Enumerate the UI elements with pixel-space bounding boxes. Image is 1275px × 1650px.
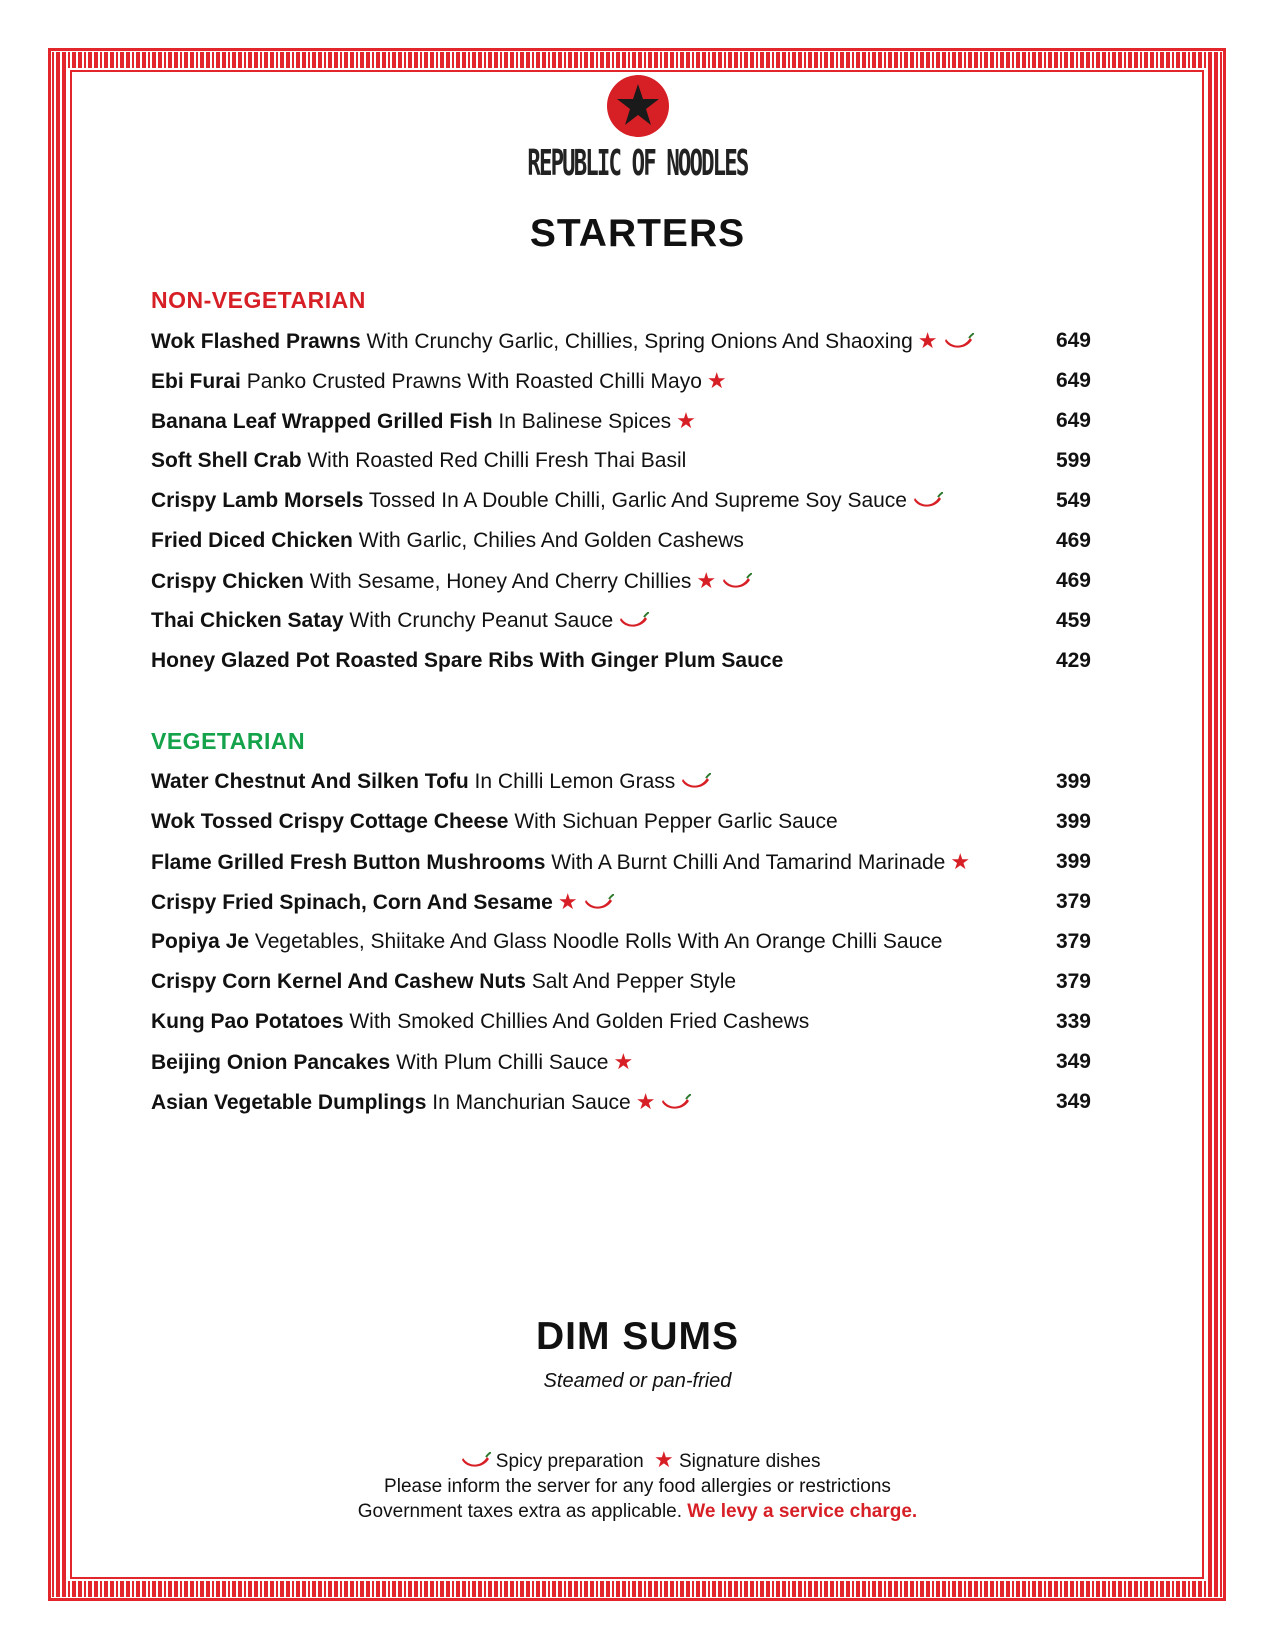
dish-name: Thai Chicken Satay [151,609,344,632]
star-icon: ★ [676,408,696,433]
menu-item [151,847,1091,887]
menu-item [151,927,1091,967]
dish-description: In Manchurian Sauce [426,1091,631,1114]
dish-description: With Plum Chilli Sauce [390,1051,609,1074]
menu-item [151,446,1091,486]
chilli-icon [584,894,614,910]
legend-spicy-label: Spicy preparation [495,1451,644,1472]
dish-name: Crispy Lamb Morsels [151,489,364,512]
dish-description: With A Burnt Chilli And Tamarind Marinade [545,851,946,874]
dish-price: 549 [1055,489,1091,512]
dish-price: 349 [1055,1090,1091,1113]
star-icon: ★ [613,1049,634,1074]
subhead-non-vegetarian: NON-VEGETARIAN [151,287,366,313]
dish-price: 379 [1055,970,1091,993]
dish-price: 649 [1055,369,1091,392]
menu-item [151,1047,1091,1087]
star-icon: ★ [950,849,971,874]
dish-price: 469 [1055,569,1091,592]
dish-price: 429 [1055,649,1091,672]
dish-name: Wok Tossed Crispy Cottage Cheese [151,810,509,833]
dish-description: Vegetables, Shiitake And Glass Noodle Rolls With An Orange Chilli Sauce [249,930,943,953]
dish-name: Water Chestnut And Silken Tofu [151,770,469,793]
dish-price: 599 [1055,449,1091,472]
dish-description: With Garlic, Chilies And Golden Cashews [352,529,744,552]
dish-name: Crispy Chicken [151,570,304,593]
dish-price: 379 [1055,930,1091,953]
dish-name: Asian Vegetable Dumplings [151,1091,427,1114]
menu-item [151,366,1091,406]
chilli-icon [944,333,974,349]
menu-item [151,486,1091,526]
service-charge-note: We levy a service charge. [687,1501,918,1522]
tax-note: Government taxes extra as applicable. [357,1501,683,1522]
dish-name: Fried Diced Chicken [151,529,353,552]
chilli-icon [722,573,752,589]
dish-name: Soft Shell Crab [151,449,302,472]
dish-price: 349 [1055,1050,1091,1073]
dim-sums-subtitle: Steamed or pan-fried [543,1370,732,1392]
star-icon: ★ [653,1447,674,1472]
menu-item [151,606,1091,646]
star-icon: ★ [706,368,727,393]
dish-description: With Roasted Red Chilli Fresh Thai Basil [301,449,687,472]
star-icon: ★ [635,1089,656,1114]
dish-description: With Sesame, Honey And Cherry Chillies [303,570,692,593]
dish-name: Flame Grilled Fresh Button Mushrooms [151,851,546,874]
menu-item [151,406,1091,446]
star-icon: ★ [917,328,938,353]
star-icon: ★ [557,889,578,914]
dish-name: Wok Flashed Prawns [151,330,361,353]
dish-description: With Sichuan Pepper Garlic Sauce [508,810,838,833]
dish-name: Kung Pao Potatoes [151,1010,344,1033]
menu-legend [0,1447,1275,1524]
dish-description: With Crunchy Peanut Sauce [343,609,614,632]
section-title-starters: STARTERS [529,212,746,255]
dish-price: 469 [1055,529,1091,552]
dish-name: Popiya Je [151,930,250,953]
menu-item [151,326,1091,366]
dish-description: Salt And Pepper Style [525,970,737,993]
dish-name: Banana Leaf Wrapped Grilled Fish [151,410,493,433]
subhead-vegetarian: VEGETARIAN [151,728,306,754]
menu-item [151,526,1091,566]
menu-list-non-vegetarian [151,326,1091,686]
menu-list-vegetarian [151,767,1091,1127]
menu-item [151,767,1091,807]
chilli-icon [913,492,943,508]
allergy-note: Please inform the server for any food allergies or restrictions [384,1476,891,1497]
dish-price: 459 [1055,609,1091,632]
tax-line [0,1499,1275,1524]
menu-item [151,566,1091,606]
menu-item [151,807,1091,847]
dish-description: Panko Crusted Prawns With Roasted Chilli Mayo [240,370,702,393]
section-title-dim-sums: DIM SUMS [536,1315,739,1358]
dish-price: 649 [1055,329,1091,352]
chilli-icon [681,773,711,789]
menu-item [151,887,1091,927]
dish-name: Crispy Fried Spinach, Corn And Sesame [151,891,553,914]
dish-price: 379 [1055,890,1091,913]
legend-signature-label: Signature dishes [678,1451,821,1472]
dish-price: 399 [1055,810,1091,833]
legend-keys [0,1447,1275,1474]
star-icon: ★ [696,568,717,593]
chilli-icon [619,612,649,628]
brand-logo [0,75,1275,184]
dish-name: Honey Glazed Pot Roasted Spare Ribs With Ginger Plum Sauce [151,649,784,672]
menu-item [151,1007,1091,1047]
menu-item [151,646,1091,686]
dish-price: 649 [1055,409,1091,432]
chilli-icon [661,1094,691,1110]
dish-description: Tossed In A Double Chilli, Garlic And Supreme Soy Sauce [363,489,907,512]
dish-description: In Chilli Lemon Grass [468,770,676,793]
dish-description: With Smoked Chillies And Golden Fried Cashews [343,1010,810,1033]
red-star-disc-icon [607,75,669,137]
menu-item [151,1087,1091,1127]
dish-name: Crispy Corn Kernel And Cashew Nuts [151,970,526,993]
dish-description: In Balinese Spices [492,410,672,433]
dish-name: Beijing Onion Pancakes [151,1051,391,1074]
dish-description: With Crunchy Garlic, Chillies, Spring Onions And Shaoxing [360,330,913,353]
chilli-icon [461,1452,491,1468]
dish-price: 399 [1055,770,1091,793]
dish-price: 339 [1055,1010,1091,1033]
brand-name: REPUBLIC OF NOODLES [527,143,748,184]
dish-price: 399 [1055,850,1091,873]
menu-item [151,967,1091,1007]
dish-name: Ebi Furai [151,370,241,393]
